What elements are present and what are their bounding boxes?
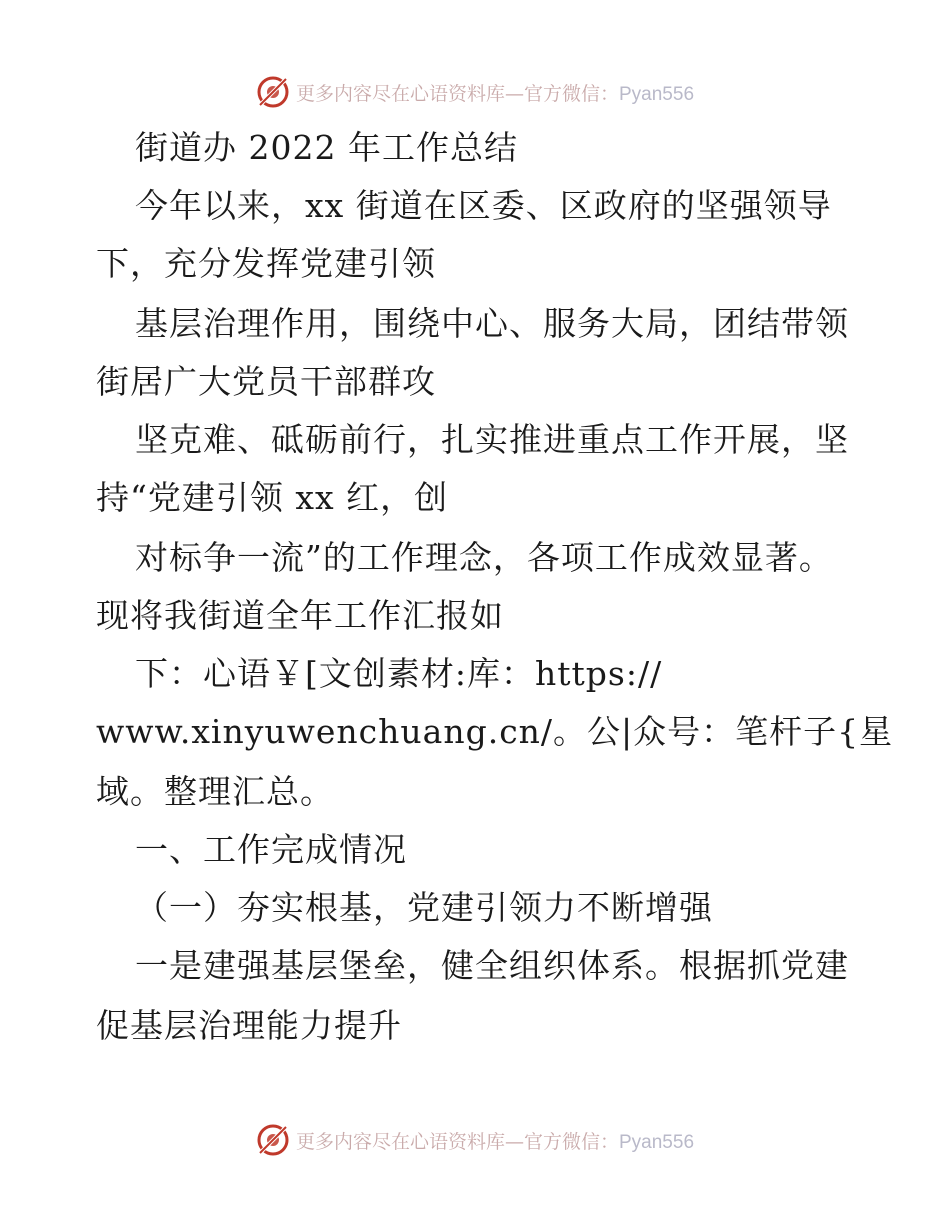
doc-title: 街道办 2022 年工作总结 bbox=[135, 128, 518, 167]
logo-icon bbox=[256, 1123, 290, 1157]
doc-line: 下，充分发挥党建引领 bbox=[96, 244, 436, 283]
watermark-main: 更多内容尽在心语资料库 bbox=[295, 82, 505, 105]
doc-line: 基层治理作用，围绕中心、服务大局，团结带领 bbox=[135, 304, 849, 343]
watermark-suffix: —官方微信： bbox=[504, 1130, 619, 1153]
doc-line: 坚克难、砥砺前行，扎实推进重点工作开展，坚 bbox=[135, 420, 849, 459]
doc-line: 现将我街道全年工作汇报如 bbox=[96, 596, 504, 635]
subsection-heading: （一）夯实根基，党建引领力不断增强 bbox=[135, 888, 713, 927]
doc-line: 促基层治理能力提升 bbox=[96, 1006, 402, 1045]
watermark-id: Pyan556 bbox=[619, 1131, 695, 1153]
doc-line: 今年以来，xx 街道在区委、区政府的坚强领导 bbox=[135, 186, 832, 225]
doc-line: 街居广大党员干部群攻 bbox=[96, 362, 436, 401]
doc-line: 下：心语￥[文创素材:库：https:// bbox=[135, 654, 663, 693]
watermark-main: 更多内容尽在心语资料库 bbox=[295, 1130, 505, 1153]
doc-line: 持“党建引领 xx 红，创 bbox=[96, 478, 449, 517]
footer-watermark bbox=[0, 1120, 950, 1160]
watermark-text bbox=[296, 1127, 694, 1154]
doc-line: 一是建强基层堡垒，健全组织体系。根据抓党建 bbox=[135, 946, 849, 985]
doc-line: 域。整理汇总。 bbox=[96, 772, 334, 811]
section-heading: 一、工作完成情况 bbox=[135, 830, 407, 869]
doc-line: 对标争一流”的工作理念，各项工作成效显著。 bbox=[135, 538, 833, 577]
watermark-text bbox=[296, 79, 694, 106]
watermark-suffix: —官方微信： bbox=[504, 82, 619, 105]
doc-line: www.xinyuwenchuang.cn/。公|众号：笔杆子{星 bbox=[96, 712, 894, 751]
watermark-id: Pyan556 bbox=[619, 83, 695, 105]
header-watermark bbox=[0, 72, 950, 112]
logo-icon bbox=[256, 75, 290, 109]
